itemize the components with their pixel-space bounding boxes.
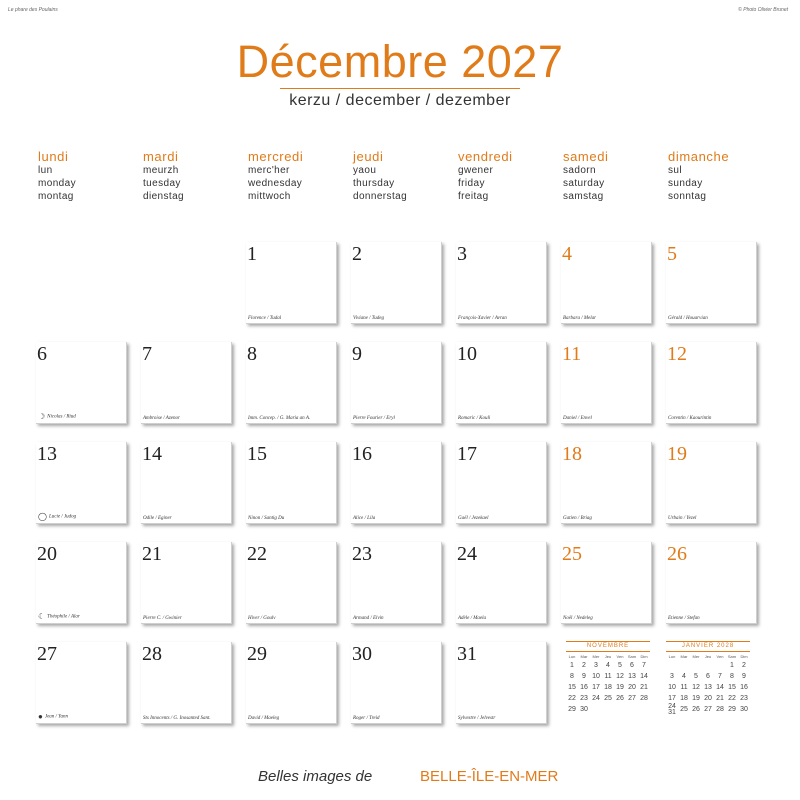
- mini-date: 14: [716, 684, 724, 691]
- moon-phase-icon: ☽: [38, 412, 46, 421]
- day-cell[interactable]: [351, 342, 442, 424]
- day-number: 22: [247, 543, 267, 565]
- mini-date: 21: [716, 695, 724, 702]
- moon-phase-icon: ◯: [38, 512, 47, 521]
- saint-label: Florence / Tudal: [248, 316, 282, 321]
- day-cell[interactable]: [456, 642, 547, 724]
- day-number: 12: [667, 343, 687, 365]
- weekday-translation: friday: [458, 178, 485, 189]
- mini-date: 10: [592, 673, 600, 680]
- mini-date: 5: [618, 662, 622, 669]
- saint-name: [353, 716, 379, 721]
- mini-date: 27: [704, 706, 712, 713]
- mini-calendar-november: [566, 641, 650, 715]
- saint-label: Jean / Yann: [44, 714, 68, 720]
- weekday-header-jeudi: [353, 150, 453, 203]
- saint-label: Nicolas / Riud: [47, 414, 76, 420]
- day-number: 29: [247, 643, 267, 665]
- page-subtitle: kerzu / december / dezember: [289, 92, 511, 109]
- mini-date: 28: [640, 695, 648, 702]
- saint-label: Sylvestre / Jelvestr: [458, 716, 496, 721]
- mini-date: 15: [728, 684, 736, 691]
- weekday-translation: sul: [668, 165, 682, 176]
- moon-phase-icon: ●: [38, 712, 43, 721]
- saint-name: [668, 316, 708, 321]
- saint-label: David / Maeleg: [248, 716, 280, 721]
- day-cell[interactable]: [561, 442, 652, 524]
- mini-weekday: Jeu: [704, 653, 712, 659]
- mini-date: 6: [706, 673, 710, 680]
- saint-label: Ambroise / Azenor: [143, 416, 180, 421]
- day-number: 24: [457, 543, 477, 565]
- saint-label: Armand / Elvin: [353, 616, 384, 621]
- saint-name: [248, 416, 310, 421]
- day-cell[interactable]: [666, 442, 757, 524]
- day-cell[interactable]: [561, 342, 652, 424]
- saint-label: Urbain / Yezel: [668, 516, 697, 521]
- mini-date: 24: [592, 695, 600, 702]
- mini-weekday: Mer: [592, 653, 600, 659]
- saint-label: Gaël / Jezekael: [458, 516, 489, 521]
- saint-label: Noël / Nedeleg: [563, 616, 593, 621]
- mini-date: 15: [568, 684, 576, 691]
- mini-date: 8: [570, 673, 574, 680]
- day-cell[interactable]: [561, 242, 652, 324]
- day-number: 7: [142, 343, 152, 365]
- mini-date: 17: [668, 695, 676, 702]
- saint-label: Barbara / Melar: [563, 316, 597, 321]
- mini-date: 18: [604, 684, 612, 691]
- day-cell[interactable]: [246, 642, 337, 724]
- day-cell[interactable]: [456, 242, 547, 324]
- saint-name: [248, 716, 279, 721]
- weekday-header-dimanche: [668, 150, 768, 203]
- saint-name: [143, 416, 180, 421]
- weekday-translation: tuesday: [143, 178, 181, 189]
- day-number: 11: [562, 343, 582, 365]
- day-number: 10: [457, 343, 477, 365]
- weekday-name: vendredi: [458, 149, 513, 164]
- mini-date: 17: [592, 684, 600, 691]
- saint-name: [248, 616, 276, 621]
- mini-date: 23: [740, 695, 748, 702]
- mini-week-row: [566, 682, 650, 693]
- mini-week-row: [666, 660, 750, 671]
- weekday-translation: thursday: [353, 178, 395, 189]
- weekday-name: samedi: [563, 149, 609, 164]
- mini-week-row: [566, 660, 650, 671]
- mini-date: 11: [604, 673, 612, 680]
- day-cell[interactable]: [36, 342, 127, 424]
- saint-label: Imm. Concep. / G. Maria an A.: [248, 416, 311, 421]
- mini-date: 30: [580, 706, 588, 713]
- mini-date: 4: [682, 673, 686, 680]
- day-cell[interactable]: [246, 242, 337, 324]
- mini-date: 2: [742, 662, 746, 669]
- saint-name: [458, 716, 495, 721]
- mini-date: 3: [594, 662, 598, 669]
- mini-date: 16: [740, 684, 748, 691]
- mini-date: 29: [568, 706, 576, 713]
- mini-week-row: [666, 704, 750, 715]
- day-cell[interactable]: [666, 542, 757, 624]
- saint-name: [458, 616, 486, 621]
- saint-name: [458, 316, 507, 321]
- mini-calendar-title: NOVEMBRE: [566, 641, 650, 652]
- mini-week-row: [566, 671, 650, 682]
- mini-date: 22: [568, 695, 576, 702]
- mini-date: 25: [680, 706, 688, 713]
- day-cell[interactable]: [141, 542, 232, 624]
- day-number: 25: [562, 543, 582, 565]
- mini-calendar-title: JANVIER 2028: [666, 641, 750, 652]
- day-number: 17: [457, 443, 477, 465]
- weekday-translation: sonntag: [668, 191, 707, 202]
- weekday-translation: gwener: [458, 165, 494, 176]
- mini-date: 7: [718, 673, 722, 680]
- moon-phase-icon: ☾: [38, 612, 46, 621]
- weekday-name: mercredi: [248, 149, 304, 164]
- day-number: 1: [247, 243, 257, 265]
- day-cell[interactable]: [351, 242, 442, 324]
- saint-label: Corentin / Kaourintin: [668, 416, 712, 421]
- saint-name: [563, 616, 593, 621]
- mini-weekday: Jeu: [604, 653, 612, 659]
- day-number: 4: [562, 243, 572, 265]
- mini-week-row: [666, 682, 750, 693]
- day-number: 31: [457, 643, 477, 665]
- saint-name: [353, 516, 375, 521]
- mini-date: 3: [670, 673, 674, 680]
- mini-calendar-january: [666, 641, 750, 715]
- mini-date: 4: [606, 662, 610, 669]
- saint-name: [458, 416, 490, 421]
- day-number: 28: [142, 643, 162, 665]
- weekday-translation: donnerstag: [353, 191, 408, 202]
- weekday-translation: dienstag: [143, 191, 185, 202]
- saint-label: Sts Innocents / G. Inosanted Sant.: [143, 716, 211, 721]
- day-number: 15: [247, 443, 267, 465]
- day-number: 5: [667, 243, 677, 265]
- day-cell[interactable]: [141, 642, 232, 724]
- weekday-translation: mittwoch: [248, 191, 291, 202]
- page-title: Décembre 2027: [236, 36, 564, 87]
- mini-date: 28: [716, 706, 724, 713]
- saint-label: Hiver / Goulv: [248, 616, 276, 621]
- saint-name: [668, 616, 700, 621]
- mini-date: 12: [692, 684, 700, 691]
- day-cell[interactable]: [36, 442, 127, 524]
- day-cell[interactable]: [141, 442, 232, 524]
- saint-label: Ninon / Santig Du: [248, 516, 285, 521]
- day-cell[interactable]: [141, 342, 232, 424]
- saint-label: Lucie / Judog: [48, 514, 77, 520]
- saint-name: [563, 316, 596, 321]
- day-number: 16: [352, 443, 372, 465]
- weekday-name: dimanche: [668, 149, 730, 164]
- mini-date: 2: [582, 662, 586, 669]
- mini-date: 20: [628, 684, 636, 691]
- mini-date: 6: [630, 662, 634, 669]
- mini-date: 29: [728, 706, 736, 713]
- saint-label: Daniel / Envel: [563, 416, 592, 421]
- day-cell[interactable]: [456, 442, 547, 524]
- mini-date: 18: [680, 695, 688, 702]
- day-number: 23: [352, 543, 372, 565]
- saint-name: [668, 516, 696, 521]
- weekday-header-mardi: [143, 150, 243, 203]
- weekday-translation: meurzh: [143, 165, 179, 176]
- weekday-name: mardi: [143, 149, 179, 164]
- saint-name: [353, 416, 395, 421]
- day-number: 19: [667, 443, 687, 465]
- day-cell[interactable]: [666, 242, 757, 324]
- weekday-translation: yaou: [353, 165, 377, 176]
- saint-label: Odile / Eginer: [143, 516, 172, 521]
- day-number: 27: [37, 643, 57, 665]
- saint-name: [38, 512, 76, 521]
- saint-label: Viviane / Tudeg: [353, 316, 385, 321]
- mini-weekday: Ven: [716, 653, 724, 659]
- weekday-header-vendredi: [458, 150, 558, 203]
- mini-weekday-row: [666, 652, 750, 660]
- mini-date: 13: [704, 684, 712, 691]
- saint-label: Pierre Fourier / Eryl: [353, 416, 395, 421]
- mini-weekday: Mer: [692, 653, 700, 659]
- saint-label: Gatien / Briag: [563, 516, 592, 521]
- saint-name: [143, 516, 172, 521]
- day-cell[interactable]: [36, 642, 127, 724]
- mini-weekday-row: [566, 652, 650, 660]
- mini-weekday: Sam: [727, 653, 737, 659]
- day-cell[interactable]: [456, 542, 547, 624]
- day-cell[interactable]: [246, 342, 337, 424]
- mini-weekday: Lun: [568, 653, 576, 659]
- saint-label: Adèle / Maela: [458, 616, 487, 621]
- mini-date: 24 31: [668, 702, 676, 716]
- saint-label: Etienne / Stefan: [668, 616, 700, 621]
- mini-week-row: [566, 704, 650, 715]
- footer-brand: BELLE-ÎLE-EN-MER: [420, 768, 559, 785]
- day-number: 21: [142, 543, 162, 565]
- weekday-translation: montag: [38, 191, 74, 202]
- day-cell[interactable]: [246, 542, 337, 624]
- day-cell[interactable]: [351, 642, 442, 724]
- weekday-header-samedi: [563, 150, 663, 203]
- mini-weekday: Dim: [640, 653, 648, 659]
- weekday-translation: merc'her: [248, 165, 290, 176]
- saint-name: [248, 316, 281, 321]
- mini-date: 14: [640, 673, 648, 680]
- day-cell[interactable]: [36, 542, 127, 624]
- weekday-translation: monday: [38, 178, 76, 189]
- title-underline: [280, 88, 520, 89]
- saint-name: [38, 412, 76, 421]
- mini-date: 23: [580, 695, 588, 702]
- saint-name: [668, 416, 711, 421]
- mini-weekday: Ven: [616, 653, 624, 659]
- day-number: 18: [562, 443, 582, 465]
- weekday-translation: saturday: [563, 178, 605, 189]
- day-number: 8: [247, 343, 257, 365]
- mini-date: 30: [740, 706, 748, 713]
- mini-date: 9: [742, 673, 746, 680]
- mini-date-rows: [666, 660, 750, 715]
- mini-date-rows: [566, 660, 650, 715]
- day-cell[interactable]: [351, 442, 442, 524]
- mini-date: 7: [642, 662, 646, 669]
- saint-name: [248, 516, 284, 521]
- day-number: 13: [37, 443, 57, 465]
- day-number: 26: [667, 543, 687, 565]
- photo-author-credit: © Photo Olivier Brunet: [738, 7, 788, 13]
- mini-date: 21: [640, 684, 648, 691]
- weekday-translation: samstag: [563, 191, 604, 202]
- saint-label: Pierre C. / Gwinier: [143, 616, 182, 621]
- day-cell[interactable]: [456, 342, 547, 424]
- saint-name: [353, 316, 384, 321]
- weekday-name: lundi: [38, 149, 69, 164]
- day-number: 14: [142, 443, 162, 465]
- day-cell[interactable]: [561, 542, 652, 624]
- weekday-name: jeudi: [353, 149, 384, 164]
- mini-date: 27: [628, 695, 636, 702]
- saint-name: [353, 616, 384, 621]
- weekday-header-lundi: [38, 150, 138, 203]
- day-number: 6: [37, 343, 47, 365]
- weekday-translation: lun: [38, 165, 53, 176]
- weekday-translation: sunday: [668, 178, 703, 189]
- weekday-translation: wednesday: [248, 178, 303, 189]
- saint-name: [563, 516, 592, 521]
- weekday-translation: sadorn: [563, 165, 596, 176]
- mini-date: 10: [668, 684, 676, 691]
- mini-date: 20: [704, 695, 712, 702]
- saint-name: [38, 612, 80, 621]
- mini-week-row: [666, 671, 750, 682]
- saint-label: Gérald / Houarvian: [668, 316, 708, 321]
- mini-date: 26: [692, 706, 700, 713]
- saint-name: [143, 616, 182, 621]
- mini-week-row: [566, 693, 650, 704]
- mini-date: 26: [616, 695, 624, 702]
- mini-date: 1: [730, 662, 734, 669]
- day-cell[interactable]: [246, 442, 337, 524]
- saint-label: François-Xavier / Avran: [458, 316, 507, 321]
- mini-date: 8: [730, 673, 734, 680]
- saint-name: [143, 716, 211, 721]
- day-number: 9: [352, 343, 362, 365]
- day-number: 2: [352, 243, 362, 265]
- footer-tagline: Belles images de: [258, 768, 373, 785]
- mini-date: 5: [694, 673, 698, 680]
- weekday-header-mercredi: [248, 150, 348, 203]
- mini-date: 19: [692, 695, 700, 702]
- mini-date: 1: [570, 662, 574, 669]
- mini-weekday: Mar: [680, 653, 688, 659]
- day-number: 30: [352, 643, 372, 665]
- mini-date: 19: [616, 684, 624, 691]
- day-cell[interactable]: [351, 542, 442, 624]
- day-number: 20: [37, 543, 57, 565]
- mini-date: 9: [582, 673, 586, 680]
- day-number: 3: [457, 243, 467, 265]
- mini-date: 12: [616, 673, 624, 680]
- saint-label: Théophile / Alar: [47, 614, 80, 620]
- mini-date: 13: [628, 673, 636, 680]
- saint-label: Romaric / Kouli: [458, 416, 491, 421]
- weekday-translation: freitag: [458, 191, 489, 202]
- mini-weekday: Sam: [627, 653, 637, 659]
- mini-date: 22: [728, 695, 736, 702]
- mini-weekday: Dim: [740, 653, 748, 659]
- saint-label: Roger / Treid: [353, 716, 380, 721]
- saint-name: [563, 416, 592, 421]
- mini-date: 11: [680, 684, 688, 691]
- mini-date: 16: [580, 684, 588, 691]
- saint-name: [38, 712, 68, 721]
- mini-date: 25: [604, 695, 612, 702]
- mini-weekday: Mar: [580, 653, 588, 659]
- saint-label: Alice / Lila: [353, 516, 376, 521]
- day-cell[interactable]: [666, 342, 757, 424]
- saint-name: [458, 516, 489, 521]
- mini-weekday: Lun: [668, 653, 676, 659]
- mini-week-row: [666, 693, 750, 704]
- photo-location-credit: Le phare des Poulains: [8, 7, 58, 13]
